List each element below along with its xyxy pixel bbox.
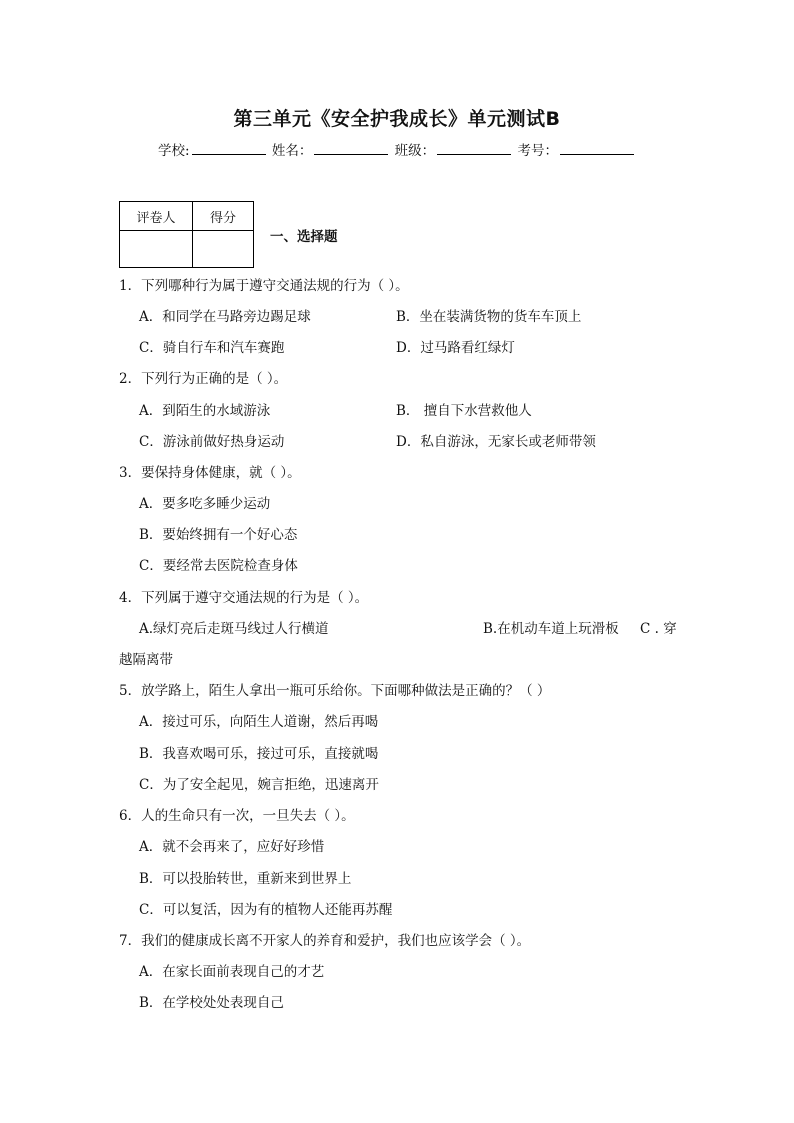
grader-cell[interactable] [120,231,193,268]
score-cell[interactable] [193,231,254,268]
score-header: 得分 [193,202,254,231]
question-stem: 7．我们的健康成长离不开家人的养育和爱护，我们也应该学会（ ）。 [119,933,531,949]
question-stem: 4．下列属于遵守交通法规的行为是（ ）。 [119,590,369,606]
option-c[interactable]: C . 穿 [640,621,677,637]
class-label: 班级： [394,143,436,159]
question-stem: 6．人的生命只有一次，一旦失去（ ）。 [119,808,355,824]
school-blank[interactable] [192,142,266,155]
option-c[interactable]: C．骑自行车和汽车赛跑 [139,340,285,356]
option-a[interactable]: A．到陌生的水域游泳 [139,403,271,419]
student-info-line [0,139,794,159]
section-title: 一、选择题 [270,229,338,245]
question-stem: 3．要保持身体健康，就（ ）。 [119,465,301,481]
option-a[interactable]: A．就不会再来了，应好好珍惜 [139,839,325,855]
question-stem: 2．下列行为正确的是（ ）。 [119,371,288,387]
name-blank[interactable] [314,142,388,155]
option-b[interactable]: B．可以投胎转世，重新来到世界上 [139,871,352,887]
option-b[interactable]: B．在学校处处表现自己 [139,995,284,1011]
option-a[interactable]: A．和同学在马路旁边踢足球 [139,309,311,325]
option-b[interactable]: B．坐在装满货物的货车车顶上 [396,309,582,325]
option-d[interactable]: D．私自游泳，无家长或老师带领 [396,434,596,450]
option-c[interactable]: C．可以复活，因为有的植物人还能再苏醒 [139,902,393,918]
school-label: 学校: [158,143,190,159]
option-b[interactable]: B．要始终拥有一个好心态 [139,527,298,543]
option-b[interactable]: B． 擅自下水营救他人 [396,403,532,419]
question-stem: 5．放学路上，陌生人拿出一瓶可乐给你。下面哪种做法是正确的？（ ） [119,683,551,699]
option-b[interactable]: B．我喜欢喝可乐，接过可乐，直接就喝 [139,746,379,762]
option-b[interactable]: B.在机动车道上玩滑板 [483,621,619,637]
page-title: 第三单元《安全护我成长》单元测试B [233,108,561,130]
grader-header: 评卷人 [120,202,193,231]
option-a[interactable]: A．接过可乐，向陌生人道谢，然后再喝 [139,714,379,730]
option-a[interactable]: A.绿灯亮后走斑马线过人行横道 [139,621,329,637]
score-table [119,201,254,268]
class-blank[interactable] [437,142,511,155]
name-label: 姓名： [271,143,313,159]
question-stem: 1．下列哪种行为属于遵守交通法规的行为（ ）。 [119,278,409,294]
option-a[interactable]: A．在家长面前表现自己的才艺 [139,964,325,980]
option-c[interactable]: C．为了安全起见，婉言拒绝，迅速离开 [139,777,379,793]
exam-no-label: 考号： [517,143,558,159]
option-c-continued: 越隔离带 [119,652,173,668]
option-d[interactable]: D．过马路看红绿灯 [396,340,515,356]
option-c[interactable]: C．游泳前做好热身运动 [139,434,285,450]
option-c[interactable]: C．要经常去医院检查身体 [139,558,298,574]
exam-no-blank[interactable] [560,142,634,155]
option-a[interactable]: A．要多吃多睡少运动 [139,496,271,512]
